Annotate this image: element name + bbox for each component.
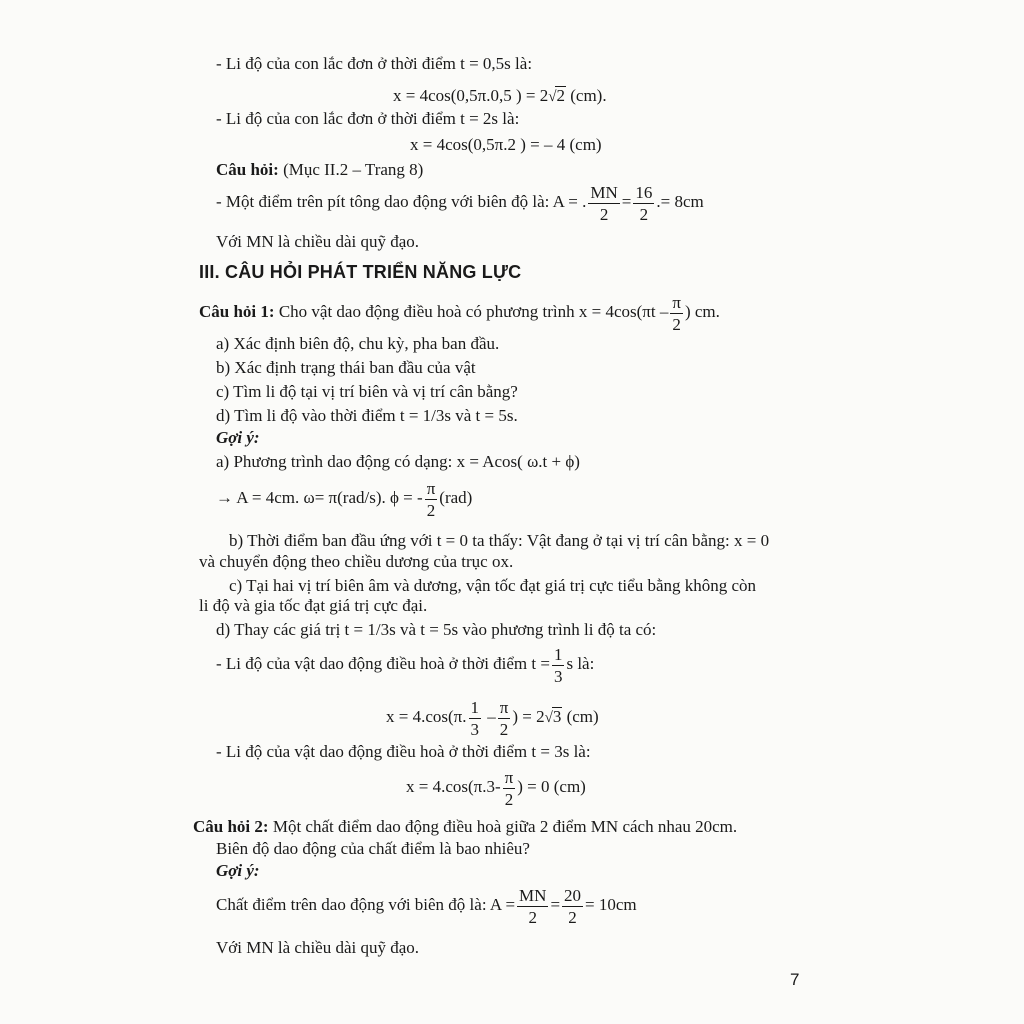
question-1-part-a: a) Xác định biên độ, chu kỳ, pha ban đầu. <box>216 334 500 353</box>
mn-definition-bottom: Với MN là chiều dài quỹ đạo. <box>216 938 420 957</box>
question-2-answer: Chất điểm trên dao động với biên độ là: A = $\frac{MN}{2}$ = $\frac{20}{2}$ = 10cm <box>216 885 637 927</box>
equation-li-do-t-1-3: x = 4.cos(π. $\frac{1}{3}$ – $\frac{\pi}{2}$ ) = 2√3 (cm) <box>386 697 599 739</box>
hint-label-2: Gợi ý: <box>216 861 260 880</box>
piston-amplitude-line: - Một điểm trên pít tông dao động với biên độ là: A = . $\frac{MN}{2}$ = $\frac{16}{2}$ .= 8cm <box>216 182 704 224</box>
fraction-1-over-3: $\frac{1}{3}$ <box>553 644 563 686</box>
question-1-part-d: d) Tìm li độ vào thời điểm t = 1/3s và t = 5s. <box>216 406 518 425</box>
line-li-do-05s: - Li độ của con lắc đơn ở thời điểm t = 0,5s là: <box>216 54 533 73</box>
fraction-mn-over-2-q2: $\frac{MN}{2}$ <box>519 885 547 927</box>
hint-b-line-1: b) Thời điểm ban đầu ứng với t = 0 ta thấy: Vật đang ở tại vị trí cân bằng: x = 0 <box>229 531 770 550</box>
hint-d-intro: d) Thay các giá trị t = 1/3s và t = 5s vào phương trình li độ ta có: <box>216 620 657 639</box>
hint-c-line-1: c) Tại hai vị trí biên âm và dương, vận tốc đạt giá trị cực tiểu bằng không còn <box>229 576 757 595</box>
question-1-statement: Câu hỏi 1: Cho vật dao động điều hoà có phương trình x = 4cos(πt – $\frac{\pi}{2}$ ) cm. <box>199 292 720 334</box>
fraction-mn-over-2: $\frac{MN}{2}$ <box>590 182 618 224</box>
hint-a-equation-form: a) Phương trình dao động có dạng: x = Acos( ω.t + ϕ) <box>216 452 580 471</box>
equation-li-do-05s: x = 4cos(0,5π.0,5 ) = 2√2 (cm). <box>393 86 607 105</box>
question-reference: Câu hỏi: (Mục II.2 – Trang 8) <box>216 160 424 179</box>
fraction-pi-over-2: $\frac{\pi}{2}$ <box>672 292 681 334</box>
question-2-line-2: Biên độ dao động của chất điểm là bao nhiêu? <box>216 839 530 858</box>
li-do-t-3s-line: - Li độ của vật dao động điều hoà ở thời điểm t = 3s là: <box>216 742 591 761</box>
hint-label-1: Gợi ý: <box>216 428 260 447</box>
fraction-pi-over-2-t3: $\frac{\pi}{2}$ <box>504 767 514 809</box>
question-2-line-1: Câu hỏi 2: Một chất điểm dao động điều hoà giữa 2 điểm MN cách nhau 20cm. <box>193 817 738 836</box>
line-li-do-2s: - Li độ của con lắc đơn ở thời điểm t = 2s là: <box>216 109 520 128</box>
hint-c-line-2: li độ và gia tốc đạt giá trị cực đại. <box>199 596 428 615</box>
fraction-1-over-3-eq: $\frac{1}{3}$ <box>470 697 479 739</box>
fraction-20-over-2: $\frac{20}{2}$ <box>564 885 582 927</box>
section-heading: III. CÂU HỎI PHÁT TRIỂN NĂNG LỰC <box>199 262 522 282</box>
fraction-pi-over-2-eq: $\frac{\pi}{2}$ <box>499 697 509 739</box>
hint-a-parameters: → A = 4cm. ω= π(rad/s). ϕ = - $\frac{\pi}{2}$ (rad) <box>216 478 473 520</box>
question-1-part-c: c) Tìm li độ tại vị trí biên và vị trí cân bằng? <box>216 382 518 401</box>
mn-definition-top: Với MN là chiều dài quỹ đạo. <box>216 232 420 251</box>
equation-li-do-2s: x = 4cos(0,5π.2 ) = – 4 (cm) <box>410 135 602 154</box>
fraction-phase: $\frac{\pi}{2}$ <box>426 478 436 520</box>
li-do-t-1-3-line: - Li độ của vật dao động điều hoà ở thời điểm t = $\frac{1}{3}$ s là: <box>216 644 595 686</box>
page-number: 7 <box>790 970 800 989</box>
fraction-16-over-2: $\frac{16}{2}$ <box>635 182 653 224</box>
equation-li-do-t-3s: x = 4.cos(π.3- $\frac{\pi}{2}$ ) = 0 (cm) <box>406 767 586 809</box>
question-1-part-b: b) Xác định trạng thái ban đầu của vật <box>216 358 476 377</box>
hint-b-line-2: và chuyển động theo chiều dương của trục ox. <box>199 552 514 571</box>
